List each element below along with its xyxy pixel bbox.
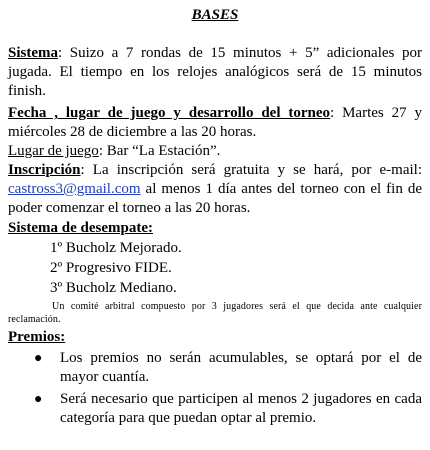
premios-list <box>8 349 422 428</box>
arbitral-note: Un comité arbitral compuesto por 3 jugadores será el que decida ante cualquier reclamación. <box>8 301 422 325</box>
sistema-text: : Suizo a 7 rondas de 15 minutos + 5” adicionales por jugada. El tiempo en los relojes analógicos será de 15 minutos finish. <box>8 45 422 99</box>
bullet-icon: ● <box>34 392 43 407</box>
lugar-paragraph <box>8 142 422 161</box>
fecha-text: : Martes 27 y miércoles 28 de diciembre a las 20 horas. <box>8 105 423 140</box>
lugar-label: Lugar de juego <box>8 143 99 159</box>
premios-item-2-text: Será necesario que participen al menos 2 jugadores en cada categoría para que puedan optar al premio. <box>60 391 422 426</box>
email-link[interactable]: castross3@gmail.com <box>8 181 141 197</box>
inscripcion-paragraph <box>8 161 422 218</box>
inscripcion-text-after: al menos 1 día antes del torneo con el fin de poder comenzar el torneo a las 20 horas. <box>8 181 422 216</box>
premios-heading: Premios: <box>8 329 66 345</box>
fecha-paragraph <box>8 104 422 142</box>
desempate-item-2: 2º Progresivo FIDE. <box>50 260 172 276</box>
desempate-item-1: 1º Bucholz Mejorado. <box>50 240 182 256</box>
sistema-label: Sistema <box>8 45 58 61</box>
inscripcion-text-before: : La inscripción será gratuita y se hará, por e-mail: <box>80 162 422 178</box>
fecha-label: Fecha , lugar de juego y desarrollo del torneo <box>8 105 331 121</box>
premios-item-1 <box>8 349 422 387</box>
premios-item-2 <box>8 390 422 428</box>
desempate-item-3: 3º Bucholz Mediano. <box>50 280 177 296</box>
document-title: BASES <box>191 7 239 23</box>
premios-item-1-text: Los premios no serán acumulables, se optará por el de mayor cuantía. <box>60 350 422 385</box>
desempate-heading: Sistema de desempate: <box>8 220 153 236</box>
bullet-icon: ● <box>34 351 43 366</box>
inscripcion-label: Inscripción <box>8 162 81 178</box>
sistema-paragraph <box>8 44 422 101</box>
lugar-text: : Bar “La Estación”. <box>98 143 221 159</box>
